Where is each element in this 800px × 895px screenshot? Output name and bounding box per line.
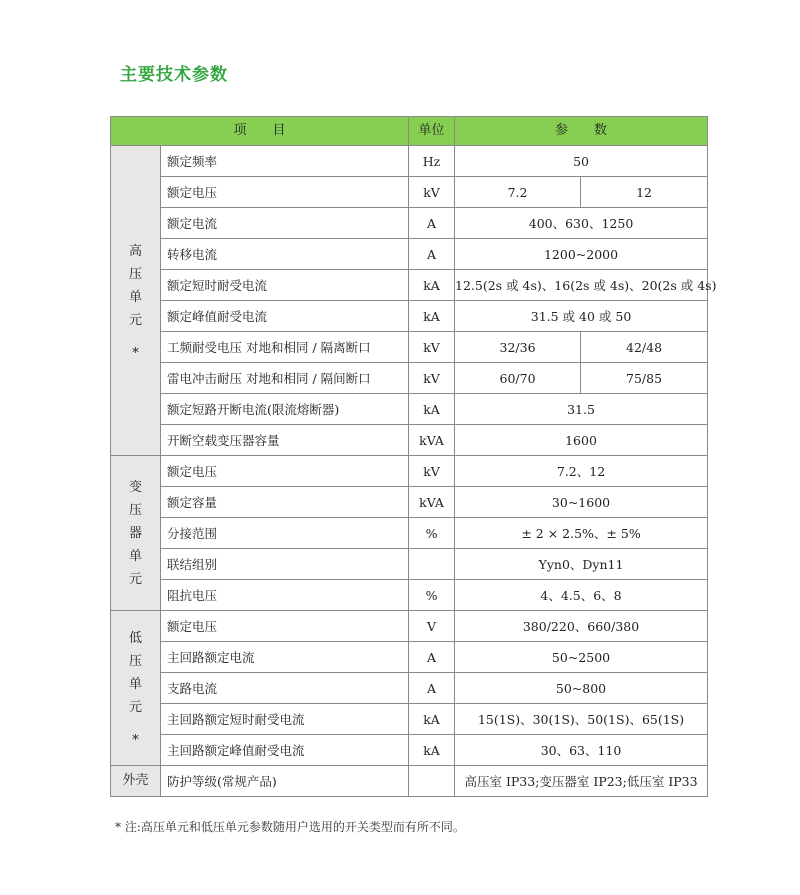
table-row [111,735,708,766]
table-row [111,518,708,549]
section-lv-note-mark: * [132,733,139,749]
row-value: 12.5(2s 或 4s)、16(2s 或 4s)、20(2s 或 4s) [455,270,708,301]
row-unit: % [409,518,455,549]
row-item: 额定电压 [161,456,409,487]
row-value: 1200~2000 [455,239,708,270]
row-unit: kA [409,704,455,735]
row-item: 额定电流 [161,208,409,239]
section-hv-note-mark: * [132,345,139,361]
table-row [111,239,708,270]
table-row [111,363,708,394]
row-item: 额定峰值耐受电流 [161,301,409,332]
row-unit: A [409,673,455,704]
row-item: 开断空载变压器容量 [161,425,409,456]
section-transformer-label: 变压器单元 [128,479,142,587]
row-value: 7.2、12 [455,456,708,487]
row-value: 30、63、110 [455,735,708,766]
row-value: 12 [581,177,708,208]
row-item: 额定短路开断电流(限流熔断器) [161,394,409,425]
row-unit: A [409,642,455,673]
section-hv-label: 高压单元 [128,243,142,328]
row-value: 400、630、1250 [455,208,708,239]
table-header-row [111,117,708,146]
table-row [111,611,708,642]
table-row [111,332,708,363]
row-value: 15(1S)、30(1S)、50(1S)、65(1S) [455,704,708,735]
row-unit: V [409,611,455,642]
page-title: 主要技术参数 [120,65,228,85]
table-row [111,301,708,332]
table-row [111,394,708,425]
row-value: 高压室 IP33;变压器室 IP23;低压室 IP33 [455,766,708,797]
row-value: 1600 [455,425,708,456]
row-unit: kA [409,735,455,766]
table-row [111,425,708,456]
table-row [111,642,708,673]
spec-table [110,116,717,797]
row-unit: kVA [409,425,455,456]
row-unit: kV [409,363,455,394]
row-item: 额定电压 [161,177,409,208]
table-row [111,673,708,704]
row-value: 75/85 [581,363,708,394]
table-row [111,549,708,580]
row-unit: kA [409,301,455,332]
row-unit [409,766,455,797]
table-row [111,270,708,301]
row-item: 额定频率 [161,146,409,177]
table-row [111,487,708,518]
row-unit: kA [409,394,455,425]
row-unit: A [409,208,455,239]
row-value: 31.5 或 40 或 50 [455,301,708,332]
row-value: 50~2500 [455,642,708,673]
row-value: 50~800 [455,673,708,704]
table-row [111,146,708,177]
row-item: 防护等级(常规产品) [161,766,409,797]
row-value: 32/36 [455,332,581,363]
row-unit: kA [409,270,455,301]
row-item: 额定电压 [161,611,409,642]
row-item: 主回路额定短时耐受电流 [161,704,409,735]
header-item: 项 目 [111,117,409,146]
section-lv [111,611,161,766]
row-unit [409,549,455,580]
section-lv-label: 低压单元 [128,631,142,716]
row-unit: % [409,580,455,611]
row-value: 380/220、660/380 [455,611,708,642]
row-item: 额定短时耐受电流 [161,270,409,301]
row-unit: kV [409,177,455,208]
section-hv [111,146,161,456]
table-row [111,766,708,797]
row-item: 支路电流 [161,673,409,704]
row-unit: Hz [409,146,455,177]
row-unit: A [409,239,455,270]
row-item: 主回路额定峰值耐受电流 [161,735,409,766]
row-value: 7.2 [455,177,581,208]
row-value: ± 2 × 2.5%、± 5% [455,518,708,549]
row-unit: kV [409,332,455,363]
row-value: 50 [455,146,708,177]
footnote: * 注:高压单元和低压单元参数随用户选用的开关类型而有所不同。 [115,820,465,834]
row-item: 额定容量 [161,487,409,518]
table-row [111,580,708,611]
section-transformer [111,456,161,611]
row-value: 42/48 [581,332,708,363]
row-item: 工频耐受电压 对地和相同 / 隔离断口 [161,332,409,363]
table-row [111,208,708,239]
row-unit: kV [409,456,455,487]
row-item: 雷电冲击耐压 对地和相同 / 隔间断口 [161,363,409,394]
row-value: 60/70 [455,363,581,394]
row-value: 31.5 [455,394,708,425]
table-row [111,177,708,208]
row-value: Yyn0、Dyn11 [455,549,708,580]
row-unit: kVA [409,487,455,518]
row-value: 30~1600 [455,487,708,518]
section-enclosure: 外壳 [111,766,161,797]
header-param: 参 数 [455,117,708,146]
table-row [111,704,708,735]
row-item: 分接范围 [161,518,409,549]
row-item: 主回路额定电流 [161,642,409,673]
row-item: 阻抗电压 [161,580,409,611]
table-row [111,456,708,487]
row-item: 联结组别 [161,549,409,580]
row-item: 转移电流 [161,239,409,270]
row-value: 4、4.5、6、8 [455,580,708,611]
header-unit: 单位 [409,117,455,146]
